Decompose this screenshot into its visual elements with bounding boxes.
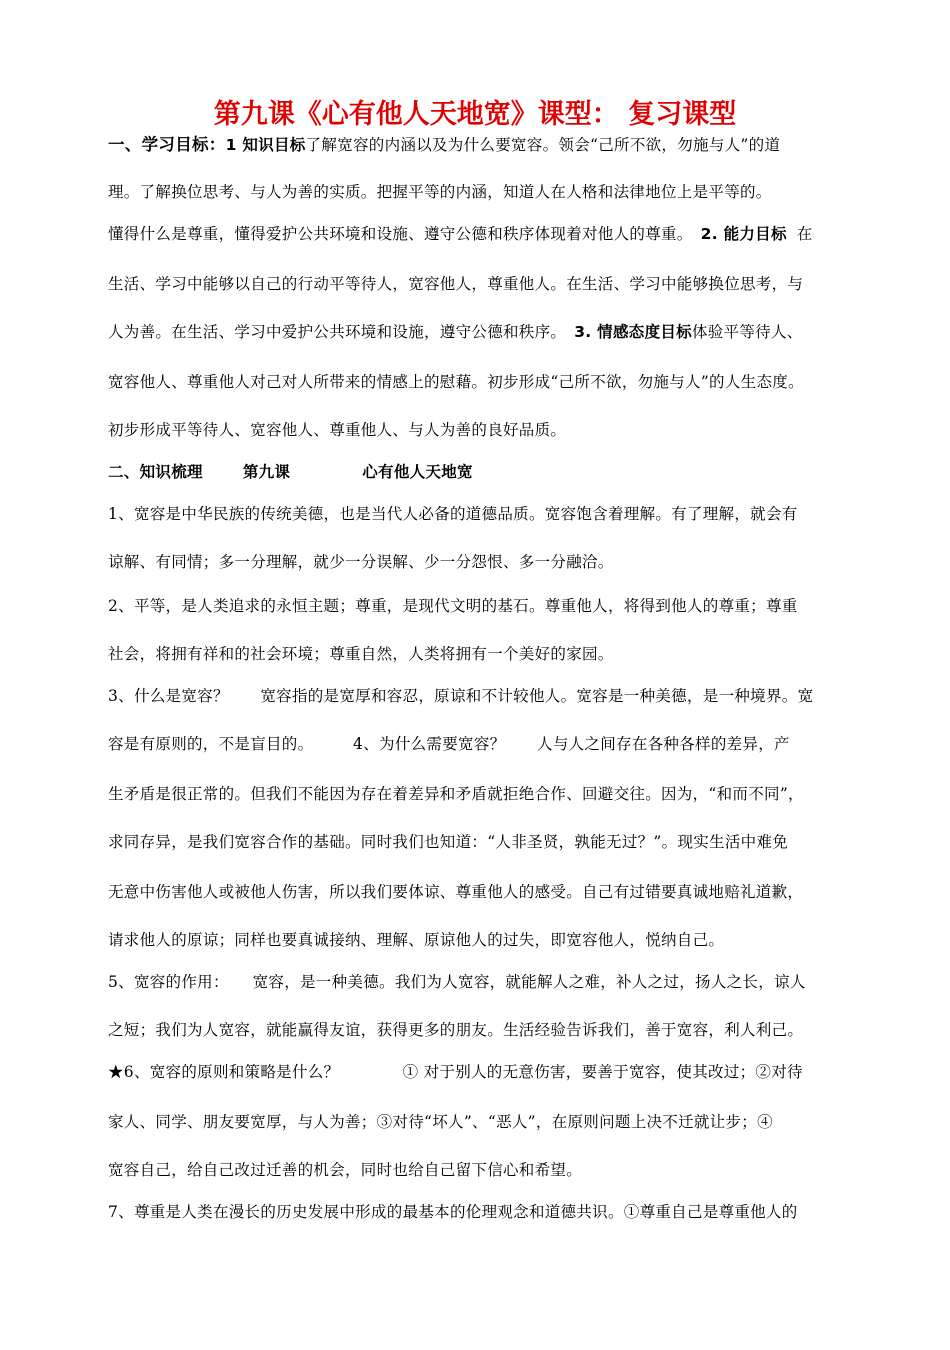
objectives-line-3 <box>108 222 868 244</box>
knowledge-line: 1、宽容是中华民族的传统美德，也是当代人必备的道德品质。宽容饱含着理解。有了理解，就会有 <box>108 505 798 523</box>
knowledge-line: 5、宽容的作用： 宽容，是一种美德。我们为人宽容，就能解人之难，补人之过，扬人之长，谅人 <box>108 973 806 991</box>
objectives-line-2: 理。了解换位思考、与人为善的实质。把握平等的内涵，知道人在人格和法律地位上是平等的。 <box>108 183 772 201</box>
document-title: 第九课《心有他人天地宽》课型： 复习课型 <box>213 99 737 130</box>
knowledge-line: 3、什么是宽容？ 宽容指的是宽厚和容忍，原谅和不计较他人。宽容是一种美德，是一种境界。宽 <box>108 687 814 705</box>
knowledge-line: 之短；我们为人宽容，就能赢得友谊，获得更多的朋友。生活经验告诉我们，善于宽容，利人利己。 <box>108 1021 804 1039</box>
knowledge-line: 生矛盾是很正常的。但我们不能因为存在着差异和矛盾就拒绝合作、回避交往。因为，“和而不同”， <box>108 785 804 803</box>
knowledge-line: 7、尊重是人类在漫长的历史发展中形成的最基本的伦理观念和道德共识。①尊重自己是尊重他人的 <box>108 1203 798 1221</box>
ability-goal-label: 2. 能力目标 <box>700 225 787 243</box>
knowledge-line: 2、平等，是人类追求的永恒主题；尊重，是现代文明的基石。尊重他人，将得到他人的尊重；尊重 <box>108 597 798 615</box>
objectives-text: 人为善。在生活、学习中爱护公共环境和设施，遵守公德和秩序。 <box>108 323 567 341</box>
section-heading: 二、知识梳理 <box>108 463 203 481</box>
lesson-label: 第九课 <box>242 463 291 481</box>
knowledge-line: 容是有原则的，不是盲目的。 4、为什么需要宽容？ 人与人之间存在各种各样的差异，产 <box>108 735 790 753</box>
objectives-text: 体验平等待人、 <box>691 323 803 341</box>
objectives-line-1 <box>108 131 868 155</box>
knowledge-line: 无意中伤害他人或被他人伤害，所以我们要体谅、尊重他人的感受。自己有过错要真诚地赔礼道歉， <box>108 883 804 901</box>
knowledge-goal-label: 1 知识目标 <box>225 136 306 154</box>
knowledge-line: ★6、宽容的原则和策略是什么？ ① 对于别人的无意伤害，要善于宽容，使其改过；②对待 <box>108 1063 803 1081</box>
objectives-line-5 <box>108 320 868 342</box>
objectives-text: 懂得什么是尊重，懂得爱护公共环境和设施、遵守公德和秩序体现着对他人的尊重。 <box>108 225 693 243</box>
emotion-goal-label: 3. 情感态度目标 <box>574 323 692 341</box>
objectives-text: 在 <box>796 225 813 243</box>
objectives-text: 了解宽容的内涵以及为什么要宽容。领会“己所不欲，勿施与人”的道 <box>305 136 781 154</box>
knowledge-heading <box>108 460 868 482</box>
knowledge-line: 求同存异，是我们宽容合作的基础。同时我们也知道：“人非圣贤，孰能无过？”。现实生活中难免 <box>108 833 789 851</box>
knowledge-line: 家人、同学、朋友要宽厚，与人为善；③对待“坏人”、“恶人”，在原则问题上决不迁就让步；④ <box>108 1113 773 1131</box>
objectives-line-4: 生活、学习中能够以自己的行动平等待人，宽容他人，尊重他人。在生活、学习中能够换位思考，与 <box>108 275 804 293</box>
knowledge-line: 请求他人的原谅；同样也要真诚接纳、理解、原谅他人的过失，即宽容他人，悦纳自己。 <box>108 931 725 949</box>
objectives-line-6: 宽容他人、尊重他人对己对人所带来的情感上的慰藉。初步形成“己所不欲，勿施与人”的人生态度。 <box>108 373 804 391</box>
knowledge-line: 社会，将拥有祥和的社会环境；尊重自然，人类将拥有一个美好的家园。 <box>108 645 614 663</box>
objectives-line-7: 初步形成平等待人、宽容他人、尊重他人、与人为善的良好品质。 <box>108 421 567 439</box>
lesson-topic: 心有他人天地宽 <box>362 463 473 481</box>
objectives-heading: 一、学习目标： <box>108 135 226 154</box>
knowledge-line: 谅解、有同情；多一分理解，就少一分误解、少一分怨恨、多一分融洽。 <box>108 553 614 571</box>
knowledge-line: 宽容自己，给自己改过迁善的机会，同时也给自己留下信心和希望。 <box>108 1161 583 1179</box>
